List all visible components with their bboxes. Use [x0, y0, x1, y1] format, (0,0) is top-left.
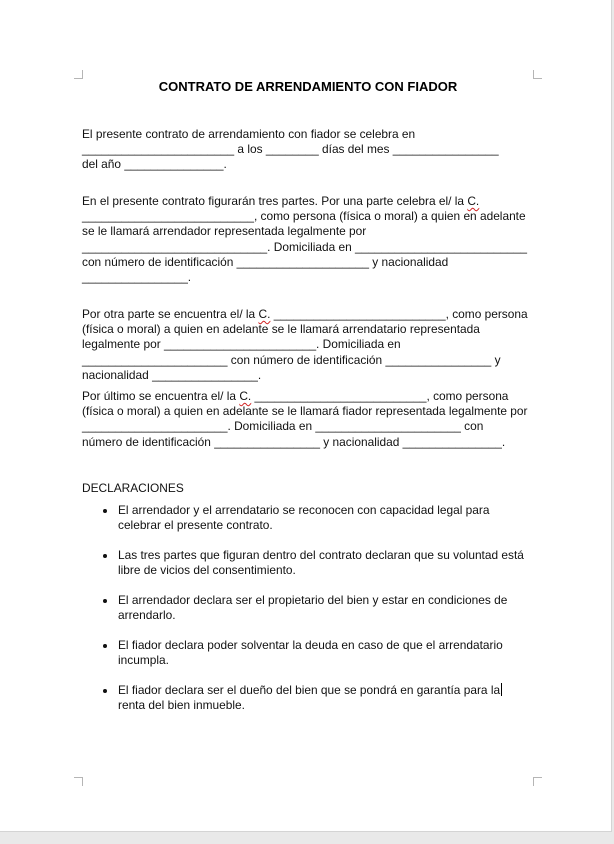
text-line [82, 194, 534, 209]
margin-corner-bottom-left [74, 777, 83, 786]
text-line: ______________________. Domiciliada en ______________________ con [82, 419, 484, 434]
text-segment: Por último se encuentra el/ la [82, 389, 240, 403]
list-item[interactable] [82, 683, 534, 713]
paragraph-arrendatario[interactable] [82, 307, 534, 383]
text-line: ______________________ con número de identificación ________________ y [82, 352, 501, 367]
margin-corner-top-right [533, 70, 542, 79]
text-line: arrendarlo. [118, 608, 176, 623]
text-line: renta del bien inmueble. [118, 698, 245, 713]
text-segment: El fiador declara ser el dueño del bien que se pondrá en garantía para la [118, 683, 501, 697]
list-item[interactable] [82, 593, 534, 623]
paragraph-arrendador[interactable] [82, 194, 534, 285]
text-segment: __________________________, como persona [251, 389, 509, 403]
text-segment: Por otra parte se encuentra el/ la [82, 307, 259, 321]
text-line: libre de vicios del consentimiento. [118, 563, 296, 578]
text-line: __________________________, como persona (física o moral) a quien en adelante [82, 209, 526, 224]
declarations-heading[interactable]: DECLARACIONES [82, 481, 184, 495]
text-line: número de identificación ________________ y nacionalidad _______________. [82, 434, 506, 449]
text-line: legalmente por _______________________. Domiciliada en [82, 337, 401, 352]
text-line: _______________________ a los ________ días del mes ________________ [82, 142, 499, 157]
text-line: (física o moral) a quien en adelante se le llamará fiador representada legalmente por [82, 404, 528, 419]
spellcheck-word: C. [467, 194, 480, 208]
text-line: se le llamará arrendador representada legalmente por [82, 224, 367, 239]
text-line: incumpla. [118, 653, 169, 668]
text-line: nacionalidad ________________. [82, 367, 262, 382]
text-line: El fiador declara poder solventar la deuda en caso de que el arrendatario [118, 638, 503, 652]
declarations-list [82, 503, 534, 728]
text-line: celebrar el presente contrato. [118, 518, 273, 533]
margin-corner-top-left [74, 70, 83, 79]
text-line: con número de identificación ____________________ y nacionalidad [82, 254, 449, 269]
paragraph-intro[interactable] [82, 127, 534, 173]
margin-corner-bottom-right [533, 777, 542, 786]
text-segment: En el presente contrato figurarán tres partes. Por una parte celebra el/ la [82, 194, 468, 208]
document-title[interactable]: CONTRATO DE ARRENDAMIENTO CON FIADOR [158, 79, 458, 94]
text-line [82, 389, 534, 404]
text-line [82, 307, 534, 322]
text-line: del año _______________. [82, 157, 227, 172]
text-line: ____________________________. Domiciliada en __________________________ [82, 239, 527, 254]
paragraph-fiador[interactable] [82, 389, 534, 450]
spellcheck-word: C. [258, 307, 271, 321]
spellcheck-word: C. [239, 389, 252, 403]
text-cursor [501, 683, 502, 696]
text-line: (física o moral) a quien en adelante se le llamará arrendatario representada [82, 322, 480, 337]
text-line: El arrendador y el arrendatario se reconocen con capacidad legal para [118, 503, 490, 517]
list-item[interactable] [82, 638, 534, 668]
text-line: El presente contrato de arrendamiento con fiador se celebra en [82, 127, 416, 141]
text-segment: __________________________, como persona [270, 307, 528, 321]
text-line: El arrendador declara ser el propietario del bien y estar en condiciones de [118, 593, 508, 607]
text-line: Las tres partes que figuran dentro del contrato declaran que su voluntad está [118, 548, 524, 562]
text-line: ________________. [82, 270, 192, 285]
list-item[interactable] [82, 503, 534, 533]
text-line [118, 683, 534, 698]
list-item[interactable] [82, 548, 534, 578]
